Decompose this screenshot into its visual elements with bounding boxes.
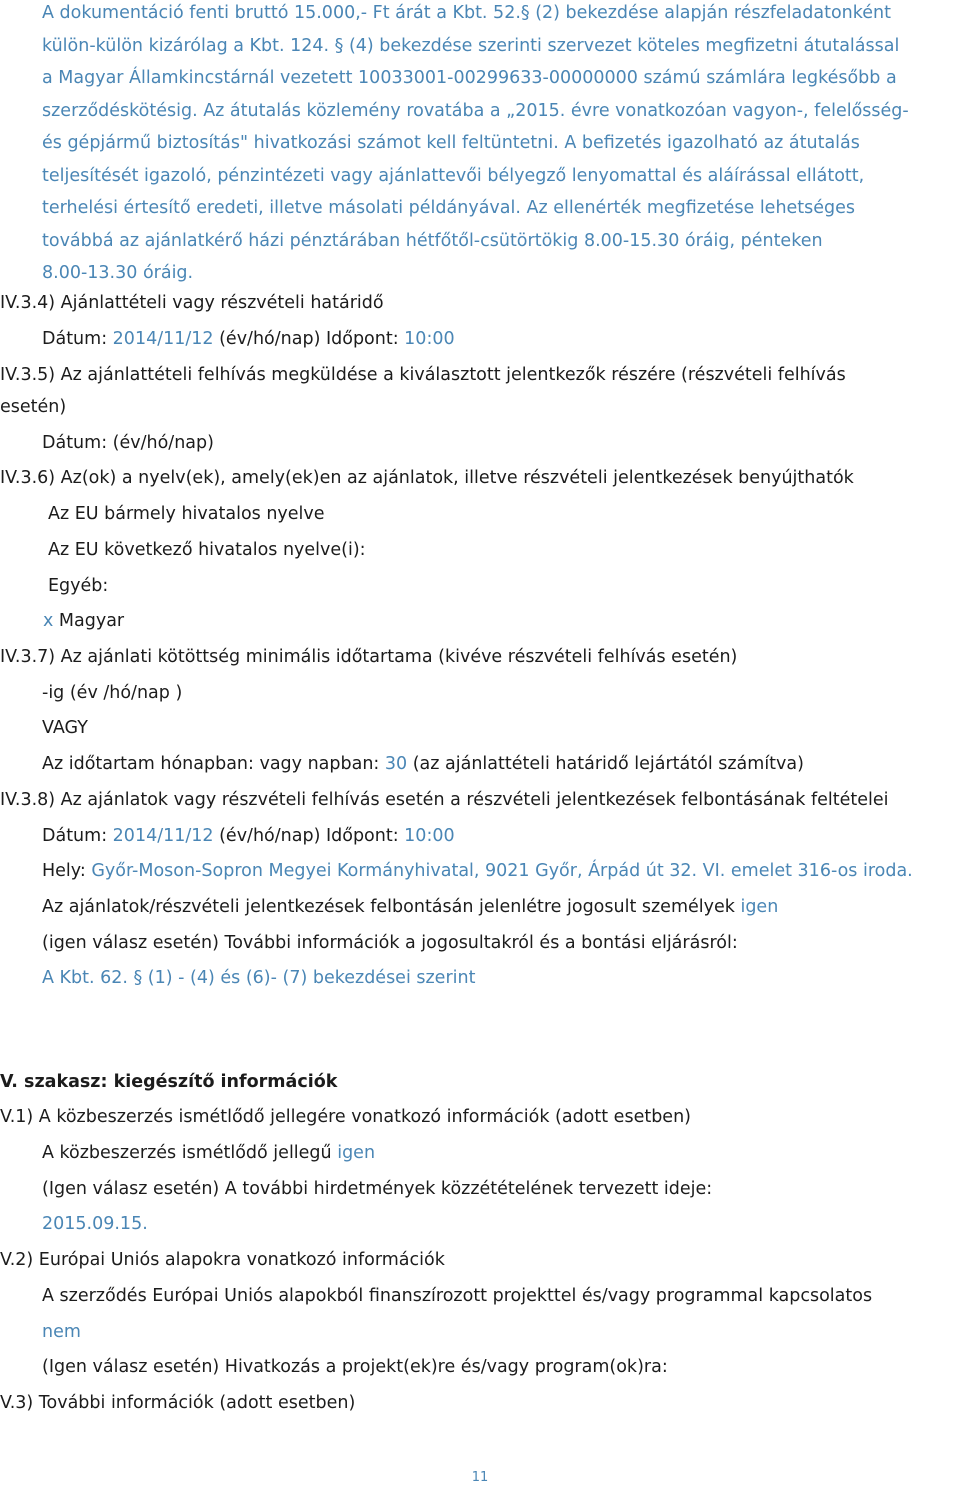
paragraph-line: terhelési értesítő eredeti, illetve másolati példányával. Az ellenérték megfizetése lehetséges — [42, 198, 856, 218]
paragraph-line: a Magyar Államkincstárnál vezetett 10033001-00299633-00000000 számú számlára legkésőbb a — [42, 68, 897, 88]
iv-3-5-date-line: Dátum: (év/hó/nap) — [42, 433, 214, 453]
persons-label: Az ajánlatok/részvételi jelentkezések felbontásán jelenlétre jogosult személyek — [42, 897, 741, 917]
section-v-title: V. szakasz: kiegészítő információk — [0, 1072, 338, 1092]
language-option-following: Az EU következő hivatalos nyelve(i): — [48, 540, 366, 560]
iv-3-7-duration-line — [42, 753, 804, 775]
place-value: Győr-Moson-Sopron Megyei Kormányhivatal, 9021 Győr, Árpád út 32. VI. emelet 316-os iroda. — [91, 861, 913, 881]
paragraph-line: szerződéskötésig. Az átutalás közlemény rovatába a „2015. évre vonatkozóan vagyon-, felelősség- — [42, 100, 909, 121]
iv-3-5-heading-cont: esetén) — [0, 397, 67, 417]
v1-repeat-value: igen — [337, 1143, 376, 1163]
iv-3-8-info-label: (igen válasz esetén) További információk a jogosultakról és a bontási eljárásról: — [42, 933, 738, 953]
date-label: Dátum: — [42, 329, 113, 349]
iv-3-8-heading: IV.3.8) Az ajánlatok vagy részvételi felhívás esetén a részvételi jelentkezések felbontásának feltételei — [0, 790, 889, 810]
iv-3-8-persons-line — [42, 896, 778, 918]
time-value: 10:00 — [404, 329, 455, 349]
page-number: 11 — [471, 1470, 489, 1485]
iv-3-7-until-line: -ig (év /hó/nap ) — [42, 683, 183, 703]
v1-repeat-line — [42, 1142, 375, 1164]
paragraph-line: A dokumentáció fenti bruttó 15.000,- Ft árát a Kbt. 52.§ (2) bekezdése alapján részfeladatonként — [42, 3, 891, 23]
v2-heading: V.2) Európai Uniós alapokra vonatkozó információk — [0, 1250, 445, 1270]
iv-3-4-heading: IV.3.4) Ajánlattételi vagy részvételi határidő — [0, 293, 384, 313]
v2-eu-label: A szerződés Európai Uniós alapokból finanszírozott projekttel és/vagy programmal kapcsolatos — [42, 1286, 873, 1306]
date-label: Dátum: — [42, 826, 113, 846]
date-value: 2014/11/12 — [112, 826, 214, 846]
v1-next-value: 2015.09.15. — [42, 1214, 148, 1234]
duration-prefix: Az időtartam hónapban: vagy napban: — [42, 754, 385, 774]
v3-heading: V.3) További információk (adott esetben) — [0, 1393, 356, 1413]
iv-3-6-heading: IV.3.6) Az(ok) a nyelv(ek), amely(ek)en az ajánlatok, illetve részvételi jelentkezések benyújthatók — [0, 468, 854, 488]
paragraph-line: és gépjármű biztosítás" hivatkozási számot kell feltüntetni. A befizetés igazolható az átutalás — [42, 133, 860, 153]
paragraph-line: továbbá az ajánlatkérő házi pénztárában hétfőtől-csütörtökig 8.00-15.30 óráig, pénteken — [42, 230, 823, 251]
paragraph-line: teljesítését igazoló, pénzintézeti vagy ajánlattevői bélyegző lenyomattal és aláírással ellátott, — [42, 165, 865, 186]
v1-heading: V.1) A közbeszerzés ismétlődő jellegére vonatkozó információk (adott esetben) — [0, 1107, 691, 1127]
v1-next-label: (Igen válasz esetén) A további hirdetmények közzétételének tervezett ideje: — [42, 1179, 713, 1199]
iv-3-4-date-line — [42, 328, 455, 350]
language-option-other: Egyéb: — [48, 576, 109, 596]
duration-days: 30 — [384, 754, 408, 774]
language-selected — [43, 610, 124, 632]
format-label: (év/hó/nap) Időpont: — [213, 329, 405, 349]
v1-repeat-label: A közbeszerzés ismétlődő jellegű — [42, 1143, 338, 1163]
checked-language: Magyar — [53, 611, 125, 631]
language-option-any: Az EU bármely hivatalos nyelve — [48, 504, 325, 524]
duration-suffix: (az ajánlattételi határidő lejártától számítva) — [407, 754, 804, 774]
iv-3-7-or-line: VAGY — [42, 718, 88, 738]
place-label: Hely: — [42, 861, 92, 881]
iv-3-5-heading: IV.3.5) Az ajánlattételi felhívás megküldése a kiválasztott jelentkezők részére (részvételi felhívás — [0, 365, 846, 385]
payment-paragraph — [42, 0, 942, 290]
persons-value: igen — [740, 897, 779, 917]
iv-3-8-date-line — [42, 825, 455, 847]
format-label: (év/hó/nap) Időpont: — [213, 826, 405, 846]
paragraph-line: 8.00-13.30 óráig. — [42, 263, 194, 283]
paragraph-line: külön-külön kizárólag a Kbt. 124. § (4) bekezdése szerinti szervezet köteles megfizetni átutalással — [42, 35, 900, 56]
date-value: 2014/11/12 — [112, 329, 214, 349]
iv-3-8-info-value: A Kbt. 62. § (1) - (4) és (6)- (7) bekezdései szerint — [42, 968, 476, 988]
checked-mark: x — [43, 611, 54, 631]
v2-eu-value: nem — [42, 1322, 81, 1342]
iv-3-7-heading: IV.3.7) Az ajánlati kötöttség minimális időtartama (kivéve részvételi felhívás esetén) — [0, 647, 738, 667]
iv-3-8-place-line — [42, 860, 913, 882]
v2-ref-label: (Igen válasz esetén) Hivatkozás a projekt(ek)re és/vagy program(ok)ra: — [42, 1357, 668, 1377]
time-value: 10:00 — [404, 826, 455, 846]
